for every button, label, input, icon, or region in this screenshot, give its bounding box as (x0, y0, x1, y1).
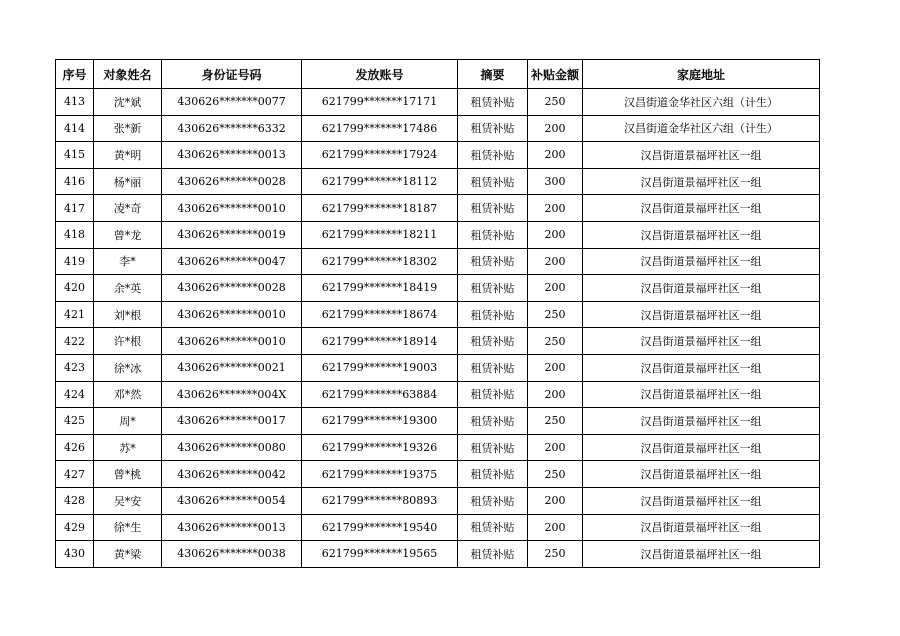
id-number-cell: 430626*******0028 (162, 168, 302, 195)
address-cell: 汉昌街道景福坪社区一组 (583, 354, 820, 381)
account-cell: 621799*******18674 (302, 301, 458, 328)
name-cell: 徐*生 (94, 514, 162, 541)
summary-cell: 租赁补贴 (458, 461, 528, 488)
address-cell: 汉昌街道景福坪社区一组 (583, 541, 820, 568)
address-cell: 汉昌街道景福坪社区一组 (583, 328, 820, 355)
seq-cell: 417 (56, 195, 94, 222)
address-cell: 汉昌街道景福坪社区一组 (583, 434, 820, 461)
account-cell: 621799*******19003 (302, 354, 458, 381)
id-number-cell: 430626*******0038 (162, 541, 302, 568)
seq-cell: 425 (56, 408, 94, 435)
name-cell: 吴*安 (94, 487, 162, 514)
summary-cell: 租赁补贴 (458, 275, 528, 302)
table-row (56, 541, 820, 568)
amount-cell: 200 (528, 195, 583, 222)
header-seq: 序号 (56, 60, 94, 89)
address-cell: 汉昌街道景福坪社区一组 (583, 514, 820, 541)
table-row (56, 89, 820, 116)
summary-cell: 租赁补贴 (458, 487, 528, 514)
id-number-cell: 430626*******0017 (162, 408, 302, 435)
address-cell: 汉昌街道金华社区六组（计生） (583, 89, 820, 116)
seq-cell: 428 (56, 487, 94, 514)
amount-cell: 200 (528, 514, 583, 541)
header-address: 家庭地址 (583, 60, 820, 89)
seq-cell: 429 (56, 514, 94, 541)
address-cell: 汉昌街道金华社区六组（计生） (583, 115, 820, 142)
name-cell: 邓*然 (94, 381, 162, 408)
seq-cell: 430 (56, 541, 94, 568)
id-number-cell: 430626*******0010 (162, 195, 302, 222)
seq-cell: 420 (56, 275, 94, 302)
amount-cell: 250 (528, 301, 583, 328)
summary-cell: 租赁补贴 (458, 115, 528, 142)
id-number-cell: 430626*******0054 (162, 487, 302, 514)
account-cell: 621799*******80893 (302, 487, 458, 514)
address-cell: 汉昌街道景福坪社区一组 (583, 381, 820, 408)
account-cell: 621799*******19565 (302, 541, 458, 568)
account-cell: 621799*******17486 (302, 115, 458, 142)
table-row (56, 434, 820, 461)
account-cell: 621799*******19300 (302, 408, 458, 435)
account-cell: 621799*******18187 (302, 195, 458, 222)
summary-cell: 租赁补贴 (458, 514, 528, 541)
account-cell: 621799*******17924 (302, 142, 458, 169)
seq-cell: 416 (56, 168, 94, 195)
name-cell: 余*英 (94, 275, 162, 302)
name-cell: 周* (94, 408, 162, 435)
seq-cell: 424 (56, 381, 94, 408)
amount-cell: 250 (528, 89, 583, 116)
name-cell: 黄*梁 (94, 541, 162, 568)
seq-cell: 421 (56, 301, 94, 328)
id-number-cell: 430626*******0047 (162, 248, 302, 275)
summary-cell: 租赁补贴 (458, 434, 528, 461)
address-cell: 汉昌街道景福坪社区一组 (583, 142, 820, 169)
summary-cell: 租赁补贴 (458, 301, 528, 328)
id-number-cell: 430626*******0042 (162, 461, 302, 488)
seq-cell: 423 (56, 354, 94, 381)
header-id-number: 身份证号码 (162, 60, 302, 89)
amount-cell: 200 (528, 221, 583, 248)
amount-cell: 200 (528, 142, 583, 169)
amount-cell: 250 (528, 461, 583, 488)
name-cell: 刘*根 (94, 301, 162, 328)
account-cell: 621799*******19326 (302, 434, 458, 461)
address-cell: 汉昌街道景福坪社区一组 (583, 275, 820, 302)
table-row (56, 275, 820, 302)
summary-cell: 租赁补贴 (458, 248, 528, 275)
header-account: 发放账号 (302, 60, 458, 89)
name-cell: 凌*奇 (94, 195, 162, 222)
name-cell: 沈*斌 (94, 89, 162, 116)
name-cell: 曾*桃 (94, 461, 162, 488)
summary-cell: 租赁补贴 (458, 408, 528, 435)
table-row (56, 221, 820, 248)
id-number-cell: 430626*******6332 (162, 115, 302, 142)
table-row (56, 248, 820, 275)
account-cell: 621799*******19375 (302, 461, 458, 488)
seq-cell: 418 (56, 221, 94, 248)
id-number-cell: 430626*******0019 (162, 221, 302, 248)
name-cell: 杨*丽 (94, 168, 162, 195)
account-cell: 621799*******18419 (302, 275, 458, 302)
table-row (56, 461, 820, 488)
account-cell: 621799*******18112 (302, 168, 458, 195)
table-row (56, 408, 820, 435)
address-cell: 汉昌街道景福坪社区一组 (583, 408, 820, 435)
address-cell: 汉昌街道景福坪社区一组 (583, 195, 820, 222)
id-number-cell: 430626*******0021 (162, 354, 302, 381)
amount-cell: 250 (528, 328, 583, 355)
name-cell: 苏* (94, 434, 162, 461)
account-cell: 621799*******18914 (302, 328, 458, 355)
amount-cell: 200 (528, 354, 583, 381)
id-number-cell: 430626*******0010 (162, 328, 302, 355)
table-row (56, 168, 820, 195)
name-cell: 黄*明 (94, 142, 162, 169)
summary-cell: 租赁补贴 (458, 354, 528, 381)
seq-cell: 427 (56, 461, 94, 488)
name-cell: 曾*龙 (94, 221, 162, 248)
header-summary: 摘要 (458, 60, 528, 89)
name-cell: 张*新 (94, 115, 162, 142)
amount-cell: 200 (528, 434, 583, 461)
table-row (56, 354, 820, 381)
table-row (56, 381, 820, 408)
id-number-cell: 430626*******0028 (162, 275, 302, 302)
address-cell: 汉昌街道景福坪社区一组 (583, 168, 820, 195)
header-amount: 补贴金额 (528, 60, 583, 89)
table-row (56, 301, 820, 328)
amount-cell: 200 (528, 487, 583, 514)
summary-cell: 租赁补贴 (458, 381, 528, 408)
seq-cell: 415 (56, 142, 94, 169)
summary-cell: 租赁补贴 (458, 541, 528, 568)
address-cell: 汉昌街道景福坪社区一组 (583, 301, 820, 328)
table-row (56, 487, 820, 514)
account-cell: 621799*******63884 (302, 381, 458, 408)
table-header-row (56, 60, 820, 89)
id-number-cell: 430626*******0010 (162, 301, 302, 328)
name-cell: 李* (94, 248, 162, 275)
summary-cell: 租赁补贴 (458, 328, 528, 355)
amount-cell: 250 (528, 541, 583, 568)
account-cell: 621799*******17171 (302, 89, 458, 116)
address-cell: 汉昌街道景福坪社区一组 (583, 461, 820, 488)
id-number-cell: 430626*******0077 (162, 89, 302, 116)
account-cell: 621799*******18211 (302, 221, 458, 248)
summary-cell: 租赁补贴 (458, 168, 528, 195)
address-cell: 汉昌街道景福坪社区一组 (583, 248, 820, 275)
amount-cell: 200 (528, 115, 583, 142)
table-row (56, 328, 820, 355)
header-name: 对象姓名 (94, 60, 162, 89)
id-number-cell: 430626*******0013 (162, 142, 302, 169)
subsidy-table (55, 59, 820, 568)
table-body (56, 89, 820, 568)
summary-cell: 租赁补贴 (458, 195, 528, 222)
amount-cell: 250 (528, 408, 583, 435)
name-cell: 徐*冰 (94, 354, 162, 381)
summary-cell: 租赁补贴 (458, 221, 528, 248)
seq-cell: 414 (56, 115, 94, 142)
amount-cell: 200 (528, 275, 583, 302)
address-cell: 汉昌街道景福坪社区一组 (583, 221, 820, 248)
table-row (56, 142, 820, 169)
seq-cell: 419 (56, 248, 94, 275)
id-number-cell: 430626*******0013 (162, 514, 302, 541)
summary-cell: 租赁补贴 (458, 89, 528, 116)
seq-cell: 426 (56, 434, 94, 461)
table-row (56, 115, 820, 142)
summary-cell: 租赁补贴 (458, 142, 528, 169)
account-cell: 621799*******19540 (302, 514, 458, 541)
seq-cell: 413 (56, 89, 94, 116)
id-number-cell: 430626*******004X (162, 381, 302, 408)
seq-cell: 422 (56, 328, 94, 355)
name-cell: 许*根 (94, 328, 162, 355)
table-row (56, 514, 820, 541)
amount-cell: 200 (528, 248, 583, 275)
id-number-cell: 430626*******0080 (162, 434, 302, 461)
amount-cell: 200 (528, 381, 583, 408)
account-cell: 621799*******18302 (302, 248, 458, 275)
address-cell: 汉昌街道景福坪社区一组 (583, 487, 820, 514)
table-row (56, 195, 820, 222)
amount-cell: 300 (528, 168, 583, 195)
